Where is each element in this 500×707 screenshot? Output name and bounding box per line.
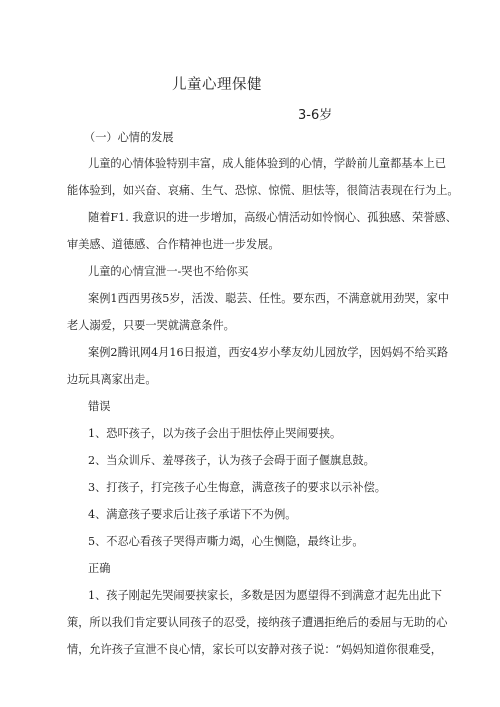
paragraph-heading: 儿童的心情宣泄一-哭也不给你买 [88, 265, 249, 278]
paragraph-line: 案例1西西男孩5岁，活泼、聪芸、任性。要东西，不满意就用劲哭，家中 [88, 292, 450, 305]
list-item: 5、不忍心看孩子哭得声嘶力竭，心生恻隐，最终让步。 [88, 535, 364, 548]
paragraph-line: 能体验到，如兴奋、哀痛、生气、恐惊、惊慌、胆怯等，很简洁表现在行为上。 [67, 184, 459, 197]
subheading-wrong: 错误 [88, 400, 111, 413]
list-item: 3、打孩子，打完孩子心生悔意，满意孩子的要求以示补偿。 [88, 481, 386, 494]
paragraph-line: 情，允许孩子宣泄不良心情，家长可以安静对孩子说：“妈妈知道你很难受， [67, 643, 442, 656]
paragraph-line: 1、孩子刚起先哭闹要挟家长，多数是因为愿望得不到满意才起先出此下 [88, 589, 442, 602]
subheading-correct: 正确 [88, 562, 111, 575]
paragraph-line: 老人溺爱，只要一哭就满意条件。 [67, 319, 235, 332]
document-title: 儿童心理保健 [172, 77, 262, 93]
paragraph-line: 儿童的心情体验特别丰富，成人能体验到的心情，学龄前儿童都基本上已 [88, 157, 447, 170]
document-subtitle: 3-6岁 [298, 108, 333, 123]
paragraph-line: 策，所以我们肯定要认同孩子的忍受，接纳孩子遭遇拒绝后的委屈与无助的心 [67, 616, 448, 629]
paragraph-line: 随着F1. 我意识的进一步增加，高级心情活动如怜悯心、孤独感、荣誉感、 [88, 211, 457, 224]
paragraph-line: 审美感、道德感、合作精神也进一步发展。 [67, 238, 280, 251]
paragraph-line: 边玩具离家出走。 [67, 373, 157, 386]
list-item: 1、恐吓孩子，以为孩子会出于胆怯停止哭闹要挟。 [88, 427, 342, 440]
list-item: 4、满意孩子要求后让孩子承诺下不为例。 [88, 508, 297, 521]
paragraph-line: 案例2腾讯网4月16日报道，西安4岁小孳友幼儿园放学，因妈妈不给买路 [88, 346, 449, 359]
list-item: 2、当众训斥、羞辱孩子，认为孩子会碍于面子偃旗息鼓。 [88, 454, 375, 467]
section-heading: （一）心情的发展 [84, 131, 174, 144]
